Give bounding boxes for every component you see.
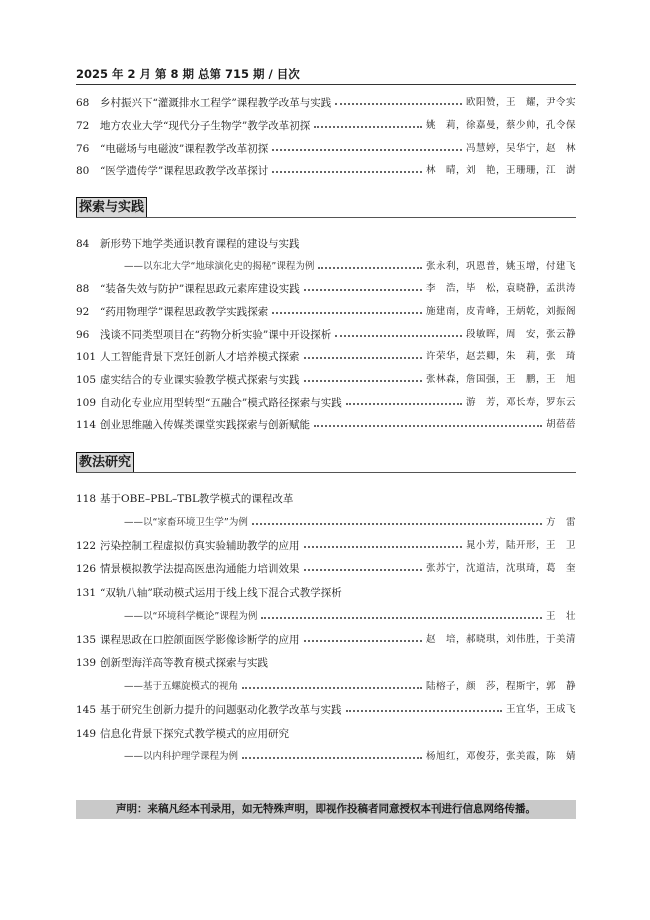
leader-dots: [272, 171, 422, 173]
article-title: 信息化背景下探究式教学模式的应用研究: [100, 728, 289, 740]
article-title: “装备失效与防护”课程思政元素库建设实践: [100, 283, 300, 295]
article-title: 基于OBE–PBL–TBL教学模式的课程改革: [100, 493, 294, 505]
page-number: 114: [76, 419, 97, 431]
article-authors: 张苏宁，沈道洁，沈琪琦，葛 奎: [425, 563, 576, 574]
page-number: 122: [76, 540, 97, 552]
page-number: 149: [76, 728, 97, 740]
toc-entry: [76, 304, 576, 320]
article-title: 课程思政在口腔颌面医学影像诊断学的应用: [100, 634, 300, 646]
toc-entry: [76, 491, 576, 507]
article-authors: 施建南，皮青峰，王炳乾，刘振阁: [425, 306, 576, 317]
article-authors: 欧阳赞，王 耀，尹令实: [465, 97, 576, 108]
page-number: 145: [76, 704, 97, 716]
leader-dots: [335, 103, 462, 105]
leader-dots: [304, 289, 422, 291]
page-number: 126: [76, 563, 97, 575]
article-title: ——以“家畜环境卫生学”为例: [124, 517, 248, 528]
toc-entry: [76, 141, 576, 157]
article-title: “药用物理学”课程思政教学实践探索: [100, 306, 269, 318]
article-title: 创业思维融入传媒类课堂实践探索与创新赋能: [100, 419, 310, 431]
toc-entry: [76, 259, 576, 275]
page-number: 84: [76, 238, 90, 250]
article-authors: 张永利，巩恩普，姚玉增，付建飞: [425, 261, 576, 272]
page-number: 88: [76, 283, 90, 295]
leader-dots: [272, 312, 422, 314]
leader-dots: [335, 335, 462, 337]
leader-dots: [318, 267, 422, 269]
leader-dots: [304, 546, 462, 548]
page-number: 76: [76, 143, 90, 155]
copyright-statement: 声明：来稿凡经本刊录用，如无特殊声明，即视作投稿者同意授权本刊进行信息网络传播。: [76, 800, 576, 819]
article-authors: 胡蓓蓓: [545, 419, 576, 430]
toc-entry: [76, 632, 576, 648]
leader-dots: [304, 357, 422, 359]
article-authors: 晁小芳，陆开形，王 卫: [465, 540, 576, 551]
article-title: ——以内科护理学课程为例: [124, 751, 239, 762]
article-authors: 王宜华，王成飞: [505, 704, 576, 715]
toc-entry: [76, 395, 576, 411]
toc-entry: [76, 561, 576, 577]
article-authors: 杨旭红，邓俊芬，张美霞，陈 婧: [425, 751, 576, 762]
toc-entry: [76, 95, 576, 111]
article-title: 自动化专业应用型转型“五融合”模式路径探索与实践: [100, 397, 342, 409]
toc-entry: [76, 163, 576, 179]
article-authors: 李 浩，毕 松，袁晓静，孟洪涛: [425, 283, 576, 294]
leader-dots: [304, 569, 422, 571]
article-title: 污染控制工程虚拟仿真实验辅助教学的应用: [100, 540, 300, 552]
leader-dots: [242, 687, 422, 689]
section-heading-exploration: 探索与实践: [76, 197, 147, 218]
leader-dots: [346, 710, 502, 712]
article-authors: 冯慧婷，吴华宁，赵 林: [465, 143, 576, 154]
page-number: 109: [76, 397, 97, 409]
leader-dots: [304, 640, 422, 642]
article-authors: 许荣华，赵芸卿，朱 莉，张 琦: [425, 351, 576, 362]
toc-entry: [76, 538, 576, 554]
article-authors: 张林森，詹国强，王 鹏，王 旭: [425, 374, 576, 385]
header-divider: [76, 84, 576, 85]
toc-entry: [76, 609, 576, 625]
article-title: “双轨八轴”联动模式运用于线上线下混合式教学探析: [100, 587, 342, 599]
article-title: 基于研究生创新力提升的问题驱动化教学改革与实践: [100, 704, 342, 716]
article-title: 虚实结合的专业课实验教学模式探索与实践: [100, 374, 300, 386]
article-title: 新形势下地学类通识教育课程的建设与实践: [100, 238, 300, 250]
article-authors: 方 雷: [545, 517, 576, 528]
toc-entry: [76, 372, 576, 388]
toc-entry: [76, 726, 576, 742]
toc-entry: [76, 655, 576, 671]
article-title: ——以东北大学“地球演化史的揭秘”课程为例: [124, 261, 315, 272]
page-number: 96: [76, 329, 90, 341]
page-number: 139: [76, 657, 97, 669]
article-title: “医学遗传学”课程思政教学改革探讨: [100, 165, 269, 177]
article-title: ——以“环境科学概论”课程为例: [124, 611, 258, 622]
toc-entry: [76, 281, 576, 297]
leader-dots: [314, 425, 542, 427]
page-number: 80: [76, 165, 90, 177]
toc-entry: [76, 515, 576, 531]
toc-entry: [76, 417, 576, 433]
toc-entry: [76, 702, 576, 718]
article-title: 情景模拟教学法提高医患沟通能力培训效果: [100, 563, 300, 575]
article-title: 创新型海洋高等教育模式探索与实践: [100, 657, 268, 669]
page-number: 101: [76, 351, 97, 363]
leader-dots: [261, 617, 542, 619]
leader-dots: [242, 757, 422, 759]
section-divider: [76, 472, 576, 473]
article-authors: 林 晴，刘 艳，王珊珊，江 澍: [425, 165, 576, 176]
leader-dots: [314, 126, 422, 128]
page-number: 68: [76, 97, 90, 109]
article-title: 地方农业大学“现代分子生物学”教学改革初探: [100, 120, 311, 132]
issue-header: 2025 年 2 月 第 8 期 总第 715 期 / 目次: [76, 67, 300, 81]
page-number: 105: [76, 374, 97, 386]
article-authors: 赵 培，郝晓琪，刘伟胜，于美清: [425, 634, 576, 645]
leader-dots: [346, 403, 462, 405]
article-authors: 姚 莉，徐嘉曼，蔡少帅，孔令保: [425, 120, 576, 131]
toc-entry: [76, 749, 576, 765]
article-authors: 段敏晖，周 安，张云静: [465, 329, 576, 340]
section-divider: [76, 217, 576, 218]
leader-dots: [252, 523, 542, 525]
toc-entry: [76, 236, 576, 252]
section-heading-teaching-methods: 教法研究: [76, 452, 134, 473]
toc-entry: [76, 349, 576, 365]
article-title: 乡村振兴下“灌溉排水工程学”课程教学改革与实践: [100, 97, 332, 109]
toc-entry: [76, 585, 576, 601]
page-number: 72: [76, 120, 90, 132]
page-number: 118: [76, 493, 97, 505]
article-title: 浅谈不同类型项目在“药物分析实验”课中开设探析: [100, 329, 332, 341]
page-number: 135: [76, 634, 97, 646]
toc-entry: [76, 679, 576, 695]
leader-dots: [272, 149, 462, 151]
article-authors: 王 壮: [545, 611, 576, 622]
toc-entry: [76, 327, 576, 343]
article-authors: 陆榕子，颜 莎，程斯宇，郭 静: [425, 681, 576, 692]
article-title: 人工智能背景下烹饪创新人才培养模式探索: [100, 351, 300, 363]
article-title: “电磁场与电磁波”课程教学改革初探: [100, 143, 269, 155]
leader-dots: [304, 380, 422, 382]
page-number: 131: [76, 587, 97, 599]
article-authors: 游 芳，邓长寿，罗东云: [465, 397, 576, 408]
article-title: ——基于五螺旋模式的视角: [124, 681, 239, 692]
toc-entry: [76, 118, 576, 134]
page-number: 92: [76, 306, 90, 318]
